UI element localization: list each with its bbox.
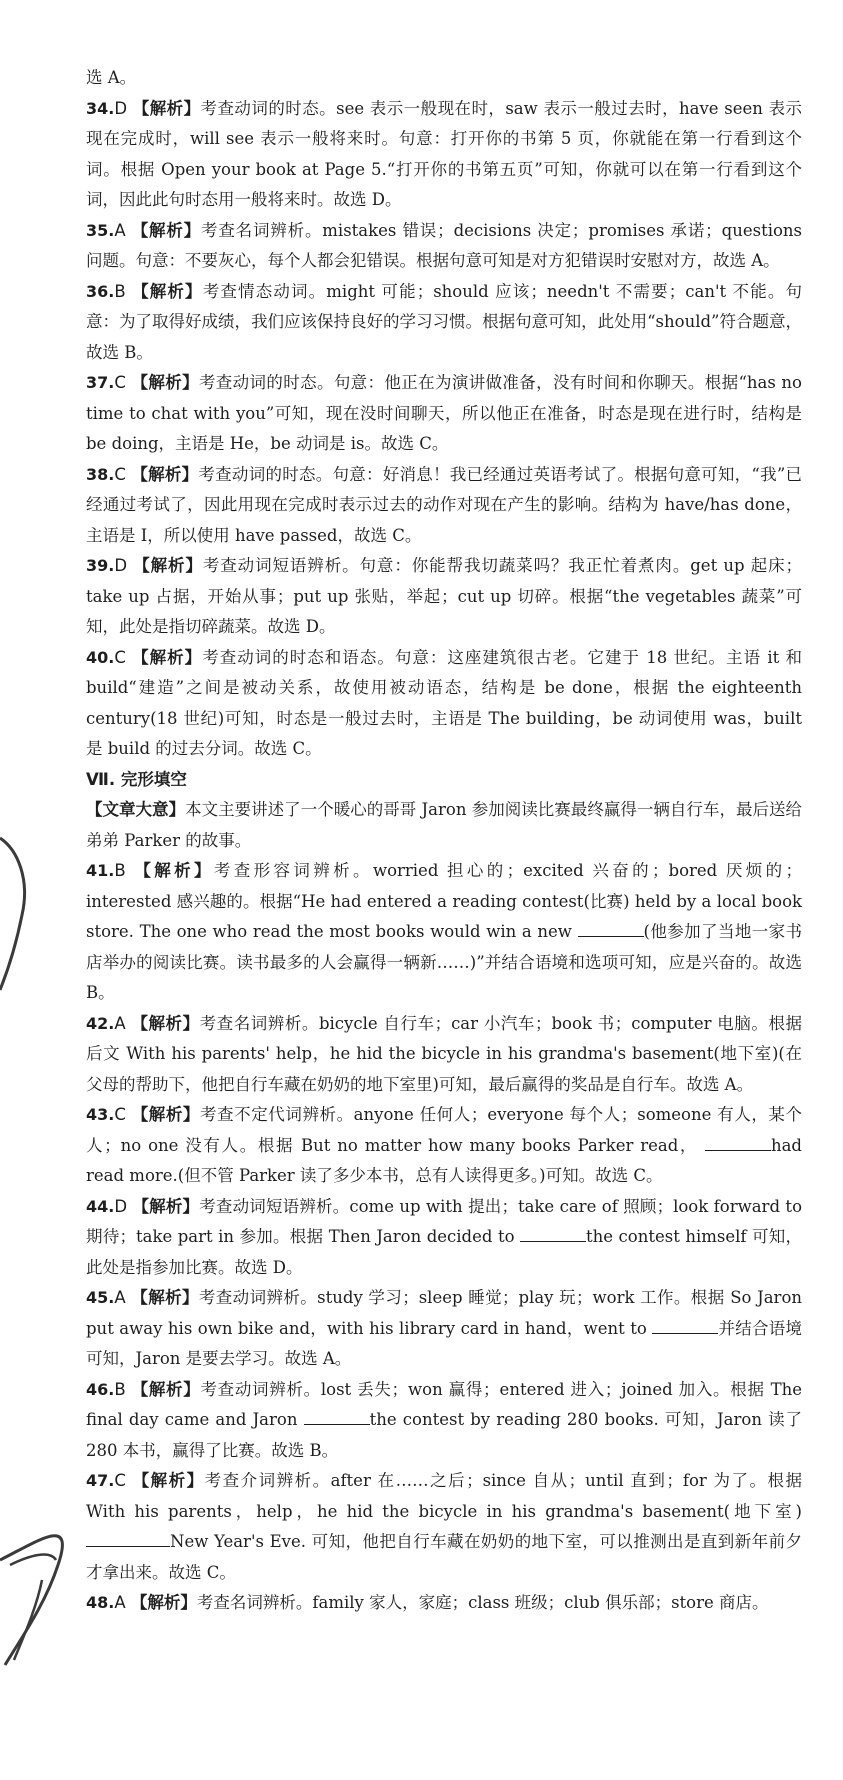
item-answer: D (114, 98, 128, 118)
answer-blank (652, 1319, 718, 1334)
item-answer: B (114, 281, 126, 301)
item-answer: D (114, 1196, 128, 1216)
item-number: 34. (86, 98, 115, 118)
analysis-tag: 【解析】 (131, 220, 202, 240)
item-answer: C (114, 1471, 126, 1490)
answer-item-38 (86, 460, 802, 552)
analysis-tag: 【解析】 (132, 281, 203, 301)
answer-item-46 (86, 1375, 802, 1467)
item-number: 35. (86, 220, 115, 240)
item-analysis-cont: the contest by reading 280 books. 可知，Jaron 读了 280 本书，赢得了比赛。故选 B。 (86, 1410, 802, 1460)
item-analysis: 考查动词短语辨析。句意：你能帮我切蔬菜吗？我正忙着煮肉。get up 起床；take up 占据，开始从事；put up 张贴，举起；cut up 切碎。根据“the vegetables 蔬菜”可知，此处是指切碎蔬菜。故选 D。 (86, 556, 803, 636)
item-analysis: 考查名词辨析。family 家人，家庭；class 班级；club 俱乐部；store 商店。 (196, 1593, 769, 1612)
answer-blank (705, 1136, 771, 1151)
analysis-tag: 【解析】 (131, 1379, 201, 1399)
item-answer: B (114, 861, 126, 880)
answer-item-37 (86, 368, 802, 460)
item-answer: A (114, 1013, 126, 1033)
analysis-tag: 【解析】 (132, 1471, 205, 1490)
item-number: 36. (86, 281, 115, 301)
answer-item-44 (86, 1192, 802, 1284)
item-answer: D (114, 556, 128, 575)
answer-item-34 (86, 94, 802, 216)
item-analysis: 考查动词短语辨析。come up with 提出；take care of 照顾；look forward to 期待；take part in 参加。根据 Then Jaron decided to (86, 1196, 802, 1246)
summary-tag: 【文章大意】 (86, 800, 186, 819)
item-number: 44. (86, 1196, 115, 1216)
answer-item-40 (86, 643, 802, 765)
answer-content (86, 0, 802, 1619)
item-analysis: 考查动词的时态。see 表示一般现在时，saw 表示一般过去时，have seen 表示现在完成时，will see 表示一般将来时。句意：打开你的书第 5 页，你就能在第一行看到这个词。根据 Open your book at Page 5.“打开你的书第五页”可知，你就可以在第一行看到这个词，因此此句时态用一般将来时。故选 D。 (86, 98, 803, 209)
item-analysis-cont: the contest himself 可知，此处是指参加比赛。故选 D。 (86, 1227, 802, 1277)
item-analysis: 考查动词辨析。study 学习；sleep 睡觉；play 玩；work 工作。根据 So Jaron put away his own bike and，with his library card in hand，went to (86, 1288, 803, 1338)
answer-item-45 (86, 1283, 802, 1375)
answer-blank (86, 1532, 170, 1547)
item-number: 45. (86, 1288, 115, 1307)
answer-item-43 (86, 1100, 802, 1192)
item-answer: C (114, 647, 126, 667)
answer-item-39 (86, 551, 802, 643)
item-answer: C (114, 373, 126, 392)
item-analysis: 考查动词辨析。lost 丢失；won 赢得；entered 进入；joined 加入。根据 The final day came and Jaron (86, 1379, 802, 1429)
item-answer: A (114, 1593, 126, 1612)
summary-text: 本文主要讲述了一个暖心的哥哥 Jaron 参加阅读比赛最终赢得一辆自行车，最后送给弟弟 Parker 的故事。 (86, 800, 803, 850)
item-number: 39. (86, 556, 115, 575)
answer-item-42 (86, 1009, 802, 1101)
item-analysis: 考查情态动词。might 可能；should 应该；needn't 不需要；can't 不能。句意：为了取得好成绩，我们应该保持良好的学习习惯。根据句意可知，此处用“should”符合题意，故选 B。 (86, 281, 803, 362)
item-number: 40. (86, 647, 115, 667)
item-answer: A (114, 1288, 126, 1307)
answer-item-48 (86, 1588, 802, 1619)
analysis-tag: 【解析】 (134, 861, 214, 880)
analysis-tag: 【解析】 (132, 98, 201, 118)
answer-item-36 (86, 277, 802, 369)
item-analysis: 考查名词辨析。mistakes 错误；decisions 决定；promises 承诺；questions 问题。句意：不要灰心，每个人都会犯错误。根据句意可知是对方犯错误时安慰对方，故选 A。 (86, 220, 802, 270)
item-analysis: 考查动词的时态。句意：好消息！我已经通过英语考试了。根据句意可知，“我”已经通过考试了，因此用现在完成时表示过去的动作对现在产生的影响。结构为 have/has done，主语是 I，所以使用 have passed，故选 C。 (86, 464, 803, 545)
item-number: 48. (86, 1593, 115, 1612)
analysis-tag: 【解析】 (131, 1013, 200, 1033)
analysis-tag: 【解析】 (131, 464, 199, 484)
item-analysis: 考查不定代词辨析。anyone 任何人；everyone 每个人；someone 有人，某个人；no one 没有人。根据 But no matter how many books Parker read， (86, 1105, 802, 1155)
article-summary (86, 795, 802, 856)
text-line: 选 A。 (86, 68, 137, 87)
answer-blank (578, 922, 644, 937)
analysis-tag: 【解析】 (131, 373, 199, 392)
item-analysis: 考查介词辨析。after 在……之后；since 自从；until 直到；for 为了。根据 With his parents，help，he hid the bicycle in his grandma's basement(地下室) (86, 1471, 803, 1521)
item-analysis: 考查名词辨析。bicycle 自行车；car 小汽车；book 书；computer 电脑。根据后文 With his parents' help，he hid the bicycle in his grandma's basement(地下室)(在父母的帮助下，他把自行车藏在奶奶的地下室里)可知，最后赢得的奖品是自行车。故选 A。 (86, 1013, 802, 1094)
analysis-tag: 【解析】 (131, 1105, 200, 1124)
analysis-tag: 【解析】 (132, 1196, 200, 1216)
item-number: 37. (86, 373, 115, 392)
analysis-tag: 【解析】 (133, 556, 203, 575)
item-analysis-cont: New Year's Eve. 可知，他把自行车藏在奶奶的地下室，可以推测出是直到新年前夕才拿出来。故选 C。 (86, 1532, 802, 1582)
item-number: 46. (86, 1379, 115, 1399)
item-analysis-cont: 并结合语境可知，Jaron 是要去学习。故选 A。 (86, 1318, 802, 1368)
item-analysis: 考查动词的时态和语态。句意：这座建筑很古老。它建于 18 世纪。主语 it 和 build“建造”之间是被动关系，故使用被动语态，结构是 be done，根据 the eighteenth century(18 世纪)可知，时态是一般过去时，主语是 The building，be 动词使用 was，built 是 build 的过去分词。故选 C。 (86, 647, 803, 758)
answer-item-41 (86, 856, 802, 1009)
item-analysis-cont: had read more.(但不管 Parker 读了多少本书，总有人读得更多。)可知。故选 C。 (86, 1135, 802, 1185)
item-number: 38. (86, 464, 115, 484)
item-answer: C (114, 464, 126, 484)
item-analysis: 考查形容词辨析。worried 担心的；excited 兴奋的；bored 厌烦的；interested 感兴趣的。根据“He had entered a reading contest(比赛) held by a local book store. The one who read the most books would win a new (86, 861, 802, 941)
item-analysis: 考查动词的时态。句意：他正在为演讲做准备，没有时间和你聊天。根据“has no time to chat with you”可知，现在没时间聊天，所以他正在准备，时态是现在进行时，结构是 be doing，主语是 He，be 动词是 is。故选 C。 (86, 373, 802, 453)
item-analysis-cont: (他参加了当地一家书店举办的阅读比赛。读书最多的人会赢得一辆新……)”并结合语境和选项可知，应是兴奋的。故选 B。 (86, 922, 803, 1002)
analysis-tag: 【解析】 (131, 1288, 199, 1307)
item-number: 42. (86, 1013, 115, 1033)
item-answer: C (114, 1105, 126, 1124)
analysis-tag: 【解析】 (130, 1593, 197, 1612)
answer-blank (520, 1227, 586, 1242)
analysis-tag: 【解析】 (132, 647, 203, 667)
item-answer: B (114, 1379, 126, 1399)
answer-item-47 (86, 1466, 802, 1588)
section-heading: Ⅶ. 完形填空 (86, 769, 187, 789)
answer-blank (304, 1410, 370, 1425)
item-answer: A (114, 220, 126, 240)
answer-item-35 (86, 216, 802, 277)
item-number: 43. (86, 1105, 115, 1124)
item-number: 41. (86, 861, 115, 880)
item-number: 47. (86, 1471, 115, 1490)
